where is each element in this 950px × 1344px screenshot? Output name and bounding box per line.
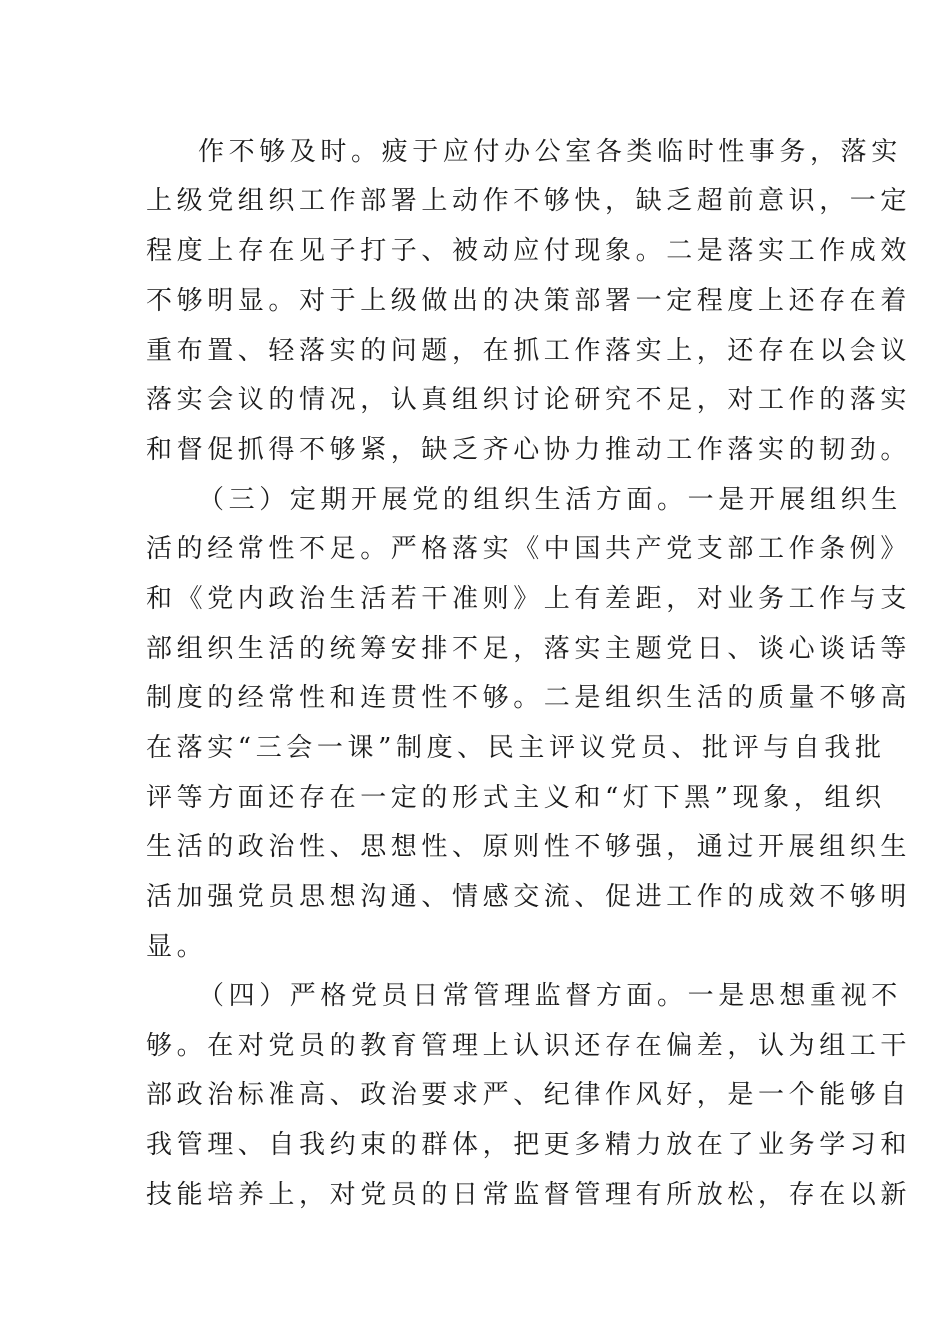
text-line: （三）定期开展党的组织生活方面。一是开展组织生: [198, 485, 902, 515]
text-line: 落实会议的情况，认真组织讨论研究不足，对工作的落实: [146, 385, 912, 415]
text-line: 作不够及时。疲于应付办公室各类临时性事务，落实: [198, 137, 902, 167]
text-line: 部政治标准高、政治要求严、纪律作风好，是一个能够自: [146, 1080, 912, 1110]
text-line: 评等方面还存在一定的形式主义和“灯下黑”现象，组织: [146, 783, 886, 813]
text-line: 技能培养上，对党员的日常监督管理有所放松，存在以新: [146, 1180, 912, 1210]
text-line: 重布置、轻落实的问题，在抓工作落实上，还存在以会议: [146, 336, 912, 366]
text-line: 我管理、自我约束的群体，把更多精力放在了业务学习和: [146, 1130, 912, 1160]
text-line: 在落实“三会一课”制度、民主评议党员、批评与自我批: [146, 733, 886, 763]
text-line: 上级党组织工作部署上动作不够快，缺乏超前意识，一定: [146, 186, 912, 216]
text-line: 活加强党员思想沟通、情感交流、促进工作的成效不够明: [146, 882, 912, 912]
text-line: 活的经常性不足。严格落实《中国共产党支部工作条例》: [146, 534, 912, 564]
text-line: 和《党内政治生活若干准则》上有差距，对业务工作与支: [146, 584, 912, 614]
text-line: 制度的经常性和连贯性不够。二是组织生活的质量不够高: [146, 683, 912, 713]
text-line: （四）严格党员日常管理监督方面。一是思想重视不: [198, 981, 902, 1011]
text-line: 生活的政治性、思想性、原则性不够强，通过开展组织生: [146, 832, 912, 862]
text-line: 部组织生活的统筹安排不足，落实主题党日、谈心谈话等: [146, 634, 912, 664]
text-line: 显。: [146, 932, 208, 962]
text-line: 够。在对党员的教育管理上认识还存在偏差，认为组工干: [146, 1031, 912, 1061]
text-line: 不够明显。对于上级做出的决策部署一定程度上还存在着: [146, 286, 912, 316]
text-line: 和督促抓得不够紧，缺乏齐心协力推动工作落实的韧劲。: [146, 435, 912, 465]
text-line: 程度上存在见子打子、被动应付现象。二是落实工作成效: [146, 236, 912, 266]
